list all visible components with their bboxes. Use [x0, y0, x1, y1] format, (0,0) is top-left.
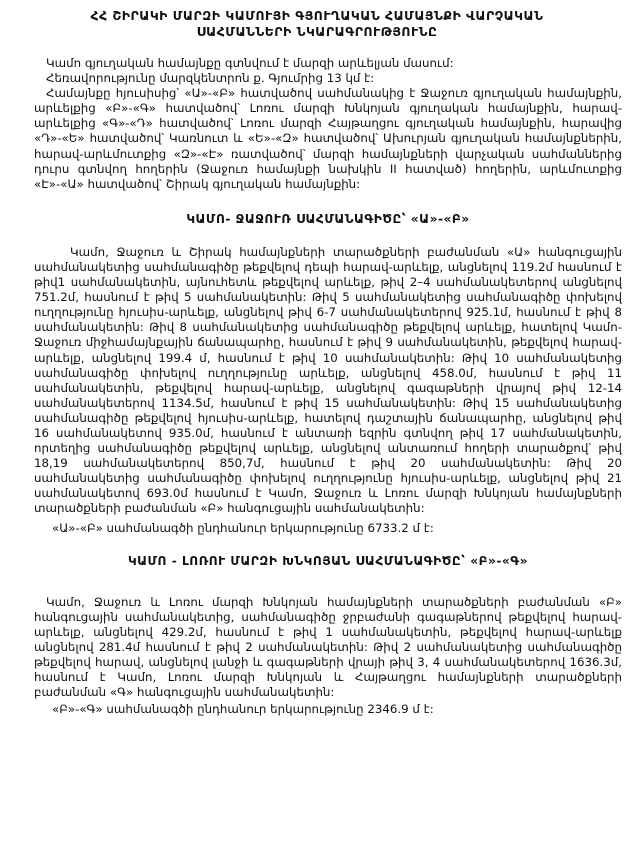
section-a-b-paragraph: Կամո, Ջաջուռ և Շիրակ համայնքների տարածքների բաժանման «Ա» հանգուցային սահմանակետից սահմանագիծը թեքվելով դեպի հարավ-արևելք, անցնելով 119.2մ հասնում է թիվ1 սահմանակետին, այնուհետև թեքվելով արևելք, թիվ 2–4 սահմանակետերով անցնելով 751.2մ, հասնում է թիվ 5 սահմանակետին: Թիվ 5 սահմանակետից սահմանագիծը փոխելով ուղղությունը հյուսիս-արևելք, անցնելով թիվ 6-7 սահմանակետերով 925.1մ, հասնում է թիվ 8 սահմանակետին: Թիվ 8 սահմանակետից սահմանագիծը թեքվելով արևելք, հատելով Կամո-Ջաջուռ միջհամայնքային ճանապարհը, հասնում է թիվ 9 սահմանակետին, թեքվելով հարավ-արևելք, անցնելով 199.4 մ, հասնում է թիվ 10 սահմանակետին: Թիվ 10 սահմանակետից սահմանագիծը փոխելով ուղղությունը արևելք, անցնելով 458.0մ, հասնում է թիվ 11 սահմանակետին, թեքվելով հարավ-արևելք, անցնելով գագաթների վրայով թիվ 12-14 սահմանակետերով 1134.5մ, հասնում է թիվ 15 սահմանակետին: Թիվ 15 սահմանակետից սահմանագիծը թեքվելով հյուսիս-արևելք, հատելով դաշտային ճանապարհը, անցնելով թիվ 16 սահմանակետով 935.0մ, հասնում է անտառի եզրին գտնվող թիվ 17 սահմանակետին, որտեղից սահմանագիծը թեքվելով արևելք, անցնելով անտառում հողերի տարածքով՝ թիվ 18,19 սահմանակետերով 850,7մ, հասնում է թիվ 20 սահմանակետին: Թիվ 20 սահմանակետից սահմանագիծը փոխելով ուղղությունը հյուսիս-արևելք, անցնելով թիվ 21 սահմանակետով 693.0մ հասնում է Կամո, Ջաջուռ և Լոռու մարզի Խնկոյան համայնքների տարածքների բաժանման «Բ» հանգուցային սահմանակետին: — [34, 244, 622, 516]
document-title-line-2: ՍԱՀՄԱՆՆԵՐԻ ՆԿԱՐԱԳՐՈՒԹՅՈՒՆԸ — [196, 24, 438, 39]
intro-distance: Հեռավորությունը մարզկենտրոն ք. Գյումրից 13 կմ է: — [46, 71, 375, 86]
section-a-b-total-length: «Ա»-«Բ» սահմանագծի ընդհանուր երկարությունը 6733.2 մ է: — [52, 520, 434, 535]
section-b-g-total-length: «Բ»-«Գ» սահմանագծի ընդհանուր երկարությունը 2346.9 մ է: — [52, 702, 434, 717]
document-title-line-1: ՀՀ ՇԻՐԱԿԻ ՄԱՐԶԻ ԿԱՄՈՒՅԻ ԳՅՈՒՂԱԿԱՆ ՀԱՄԱՅՆՔԻ ՎԱՐՉԱԿԱՆ — [90, 8, 544, 23]
intro-boundaries-paragraph: Համայնքը հյուսիսից՝ «Ա»-«Բ» հատվածով սահմանակից է Ջաջուռ գյուղական համայնքին, արևելքից «Բ»-«Գ» հատվածով՝ Լոռու մարզի Խնկոյան գյուղական համայնքին, հարավ-արևելքից «Գ»-«Դ» հատվածով՝ Լոռու մարզի Հայթաղցու գյուղական համայնքին, հարավից «Դ»-«Ե» հատվածով՝ Կառնուտ և «Ե»-«Զ» հատվածով՝ Ախուրյան գյուղական համայնքներին, հարավ-արևմուտքից «Զ»-«Է» ռատվածով՝ մարզի համայնքների վարչական սահմաններից դուրս գտնվող հողերին (Ջաջուռ համայնքի նախկին II հատված) հողերին, արևմուտքից «Է»-«Ա» հատվածով՝ Շիրակ գյուղական համայնքին: — [34, 86, 622, 191]
section-b-g-paragraph: Կամո, Ջաջուռ և Լոռու մարզի Խնկոյան համայնքների տարածքների բաժանման «Բ» հանգուցային սահմանակետից, սահմանագիծը ջրբաժանի գագաթներով թեքվելով հարավ-արևելք, անցնելով 429.2մ, հասնում է թիվ 1 սահմանակետին, թեքվելով հարավ-արևելք անցնելով 281.4մ հասնում է թիվ 2 սահմանակետին: Թիվ 2 սահմանակետից սահմանագիծը թեքվելով հարավ, անցնելով լանջի և գագաթների վրայի թիվ 3, 4 սահմանակետերով 1636.3մ, հասնում է Կամո, Լոռու մարզի Խնկոյան և Հայթաղցու համայնքների տարածքների բաժանման «Գ» հանգուցային սահմանակետին: — [34, 594, 622, 700]
section-heading-a-b: ԿԱՄՈ- ՋԱՋՈՒՌ ՍԱՀՄԱՆԱԳԻԾԸ՝ «Ա»-«Բ» — [186, 211, 470, 226]
section-heading-b-g: ԿԱՄՈ - ԼՈՌՈՒ ՄԱՐԶԻ ԽՆԿՈՅԱՆ ՍԱՀՄԱՆԱԳԻԾԸ՝ «Բ»-«Գ» — [127, 553, 529, 568]
intro-location: Կամո գյուղական համայնքը գտնվում է մարզի արևելյան մասում: — [46, 56, 454, 70]
intro-block — [34, 56, 622, 192]
